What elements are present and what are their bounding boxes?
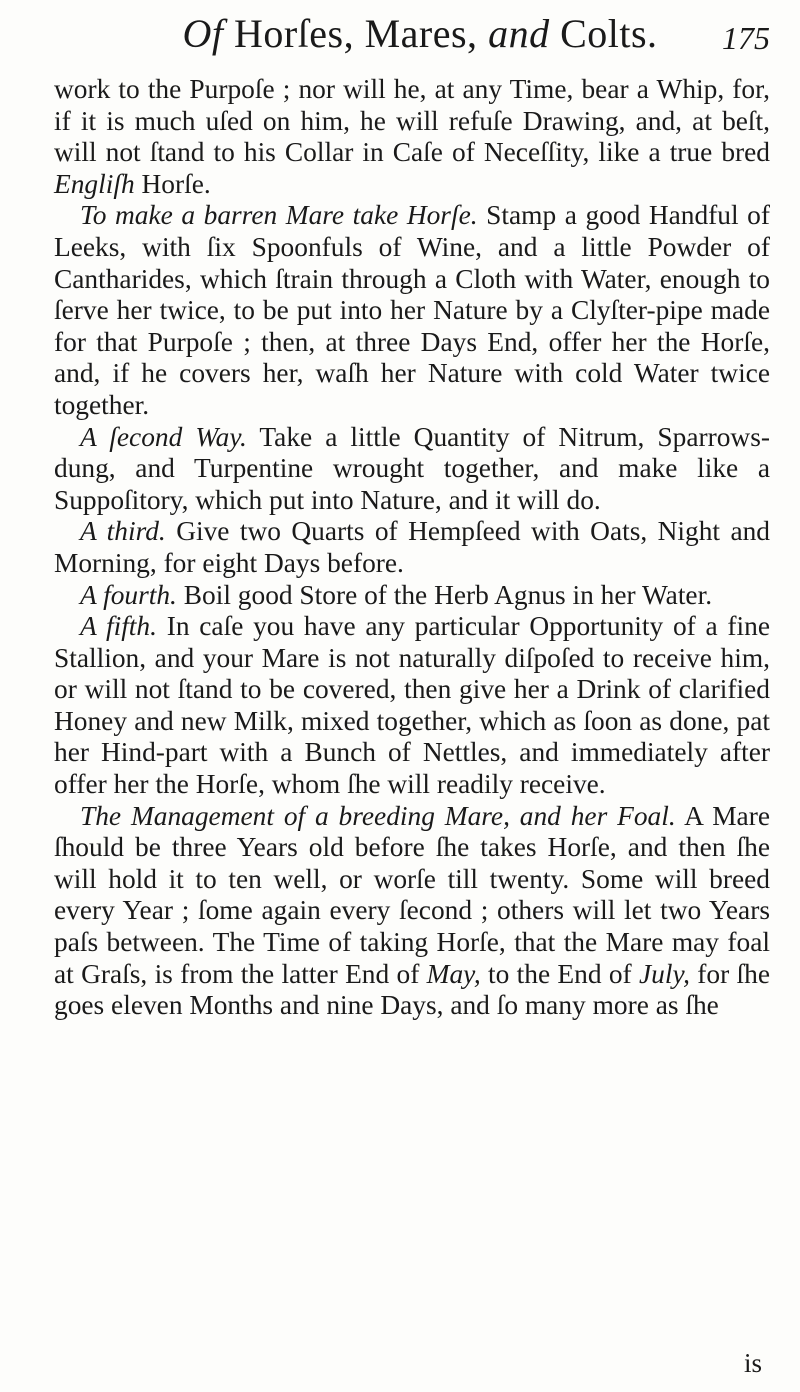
- body-text: [54, 74, 770, 1022]
- paragraph-text: A Mare ſhould be three Years old before ſhe takes Horſe, and then ſhe will hold it to ten well, or worſe till twenty. Some will breed every Year ; ſome again every ſecond ; others will let two Years paſs between. The Time of taking Horſe, that the Mare may foal at Graſs, is from the latter End of: [54, 800, 770, 989]
- paragraph-heading: To make a barren Mare take Horſe.: [80, 200, 478, 231]
- paragraph-heading: A third.: [80, 516, 166, 547]
- paragraph-text: for ſhe goes eleven Months and nine Days, and ſo many more as ſhe: [54, 958, 771, 1021]
- paragraph-text: to the End of: [488, 958, 632, 989]
- paragraph-text: Horſe.: [141, 168, 211, 199]
- running-title: [60, 10, 780, 57]
- paragraph-italic: July,: [639, 958, 690, 989]
- paragraph-fourth-way: [54, 580, 770, 612]
- paragraph-italic: Engliſh: [54, 168, 135, 199]
- paragraph-heading: A fifth.: [80, 611, 157, 642]
- paragraph-italic: May,: [426, 958, 481, 989]
- running-head: [60, 10, 780, 70]
- paragraph-heading: The Management of a breeding Mare, and her Foal.: [80, 800, 676, 831]
- paragraph-third-way: [54, 516, 770, 579]
- page-number: 175: [722, 20, 770, 56]
- paragraph-text: In caſe you have any particular Opportunity of a fine Stallion, and your Mare is not naturally diſpoſed to receive him, or will not ſtand to be covered, then give her a Drink of clarified Honey and new Milk, mixed together, which as ſoon as done, pat her Hind-part with a Bunch of Nettles, and immediately after offer her the Horſe, whom ſhe will readily receive.: [54, 611, 770, 800]
- title-prefix: Of: [182, 11, 224, 56]
- catchword: is: [743, 1348, 762, 1378]
- paragraph-barren-mare: [54, 200, 770, 421]
- title-and: and: [488, 11, 550, 56]
- paragraph-continuation: [54, 74, 770, 200]
- paragraph-text: work to the Purpoſe ; nor will he, at any Time, bear a Whip, for, if it is much uſed on him, he will refuſe Drawing, and, at beſt, will not ſtand to his Collar in Caſe of Neceſſity, like a true bred: [54, 74, 770, 168]
- paragraph-text: Give two Quarts of Hempſeed with Oats, Night and Morning, for eight Days before.: [54, 516, 771, 578]
- paragraph-heading: A fourth.: [80, 579, 177, 610]
- paragraph-text: Boil good Store of the Herb Agnus in her Water.: [183, 579, 713, 610]
- title-main: Horſes, Mares,: [233, 11, 478, 56]
- paragraph-text: Take a little Quantity of Nitrum, Sparrows-dung, and Turpentine wrought together, and make like a Suppoſitory, which put into Nature, and it will do.: [54, 421, 770, 515]
- paragraph-second-way: [54, 422, 770, 517]
- paragraph-fifth-way: [54, 611, 770, 801]
- paragraph-breeding-mare: [54, 801, 770, 1022]
- paragraph-heading: A ſecond Way.: [80, 421, 247, 452]
- paragraph-text: Stamp a good Handful of Leeks, with ſix Spoonfuls of Wine, and a little Powder of Cantharides, which ſtrain through a Cloth with Water, enough to ſerve her twice, to be put into her Nature by a Clyſter-pipe made for that Purpoſe ; then, at three Days End, offer her the Horſe, and, if he covers her, waſh her Nature with cold Water twice together.: [54, 200, 770, 420]
- title-end: Colts.: [560, 11, 658, 56]
